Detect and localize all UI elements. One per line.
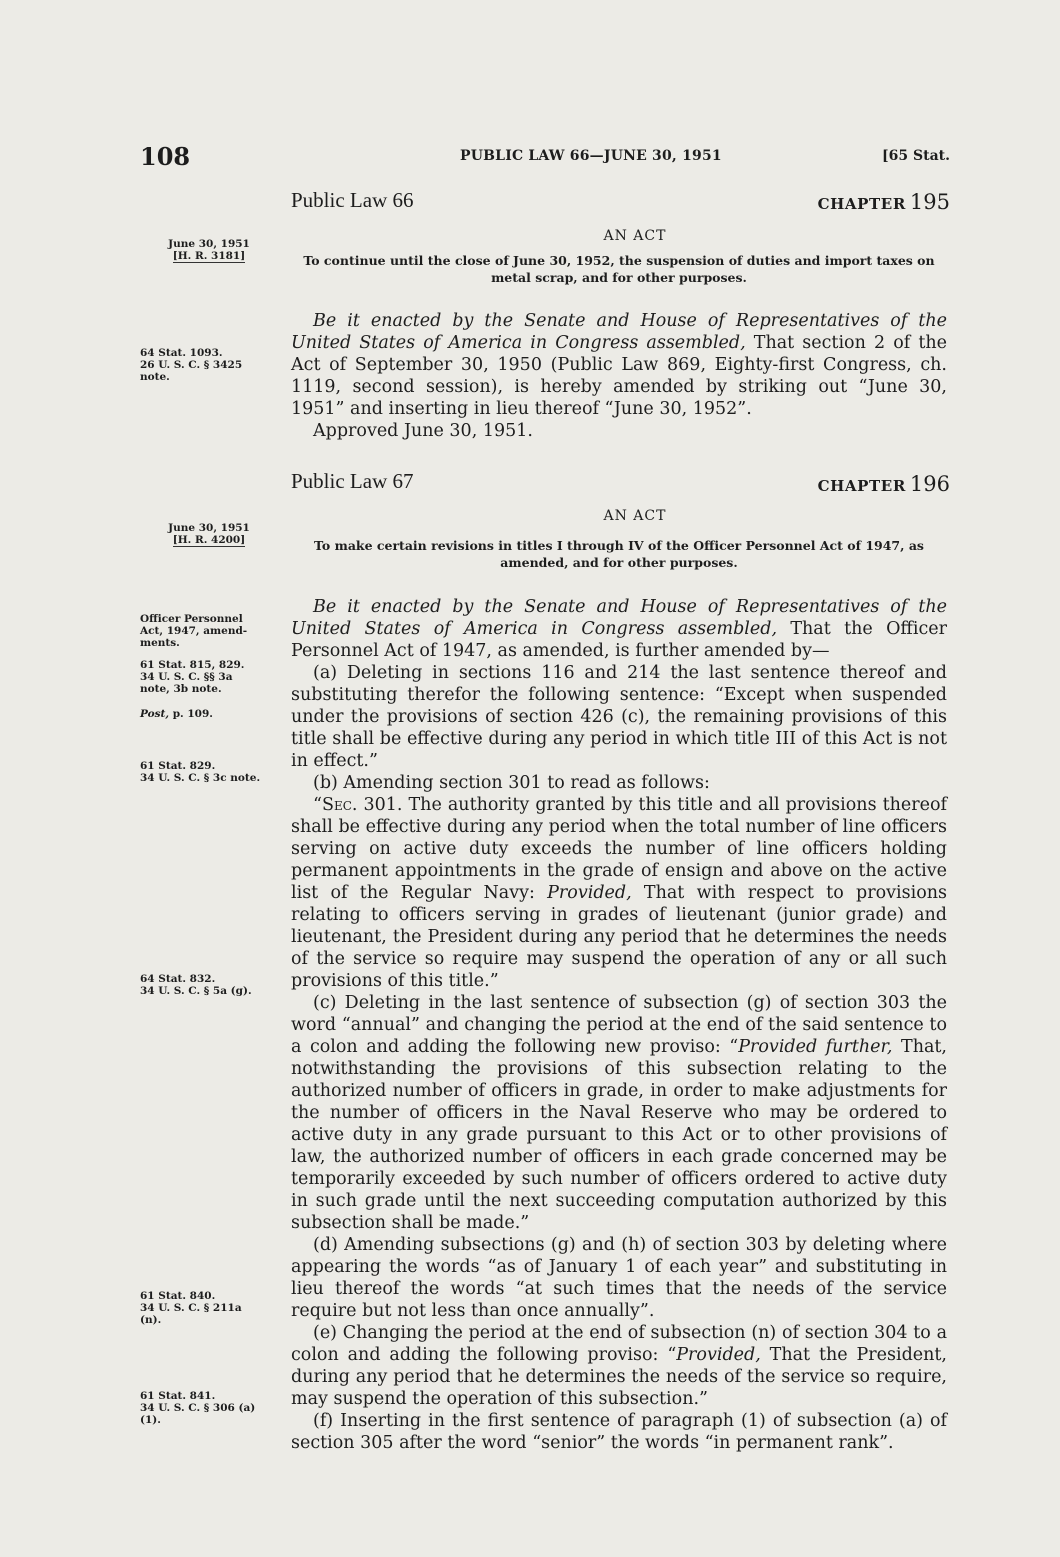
running-header — [140, 142, 950, 172]
law66-title: Public Law 66 — [291, 188, 414, 212]
margin-note-opa: Officer Personnel Act, 1947, amend- ments. — [140, 613, 248, 649]
law67-para-a: (a) Deleting in sections 116 and 214 the last sentence thereof and substituting therefor the following sentence: “Except when suspended under the provisions of section 426 (c), the remaining provisions of this title shall be effective during any period in which title III of this Act is not in effect.” — [291, 663, 947, 771]
law67-an-act: AN ACT — [603, 508, 667, 524]
law66-chapter: CHAPTER 195 — [817, 190, 950, 214]
law67-para-d: (d) Amending subsections (g) and (h) of section 303 by deleting where appearing the words “as of January 1 of each year” and substituting in lieu thereof the words “at such times that the needs of the service require but not less than once annually”. — [291, 1235, 947, 1321]
law67-enacting-clause: Be it enacted by the Senate and House of Representatives of the United States of America in Congress assembled, That the Officer Personnel Act of 1947, as amended, is further amended by— — [291, 597, 947, 661]
law67-para-b: (b) Amending section 301 to read as follows: — [313, 773, 710, 793]
margin-note-e: 61 Stat. 840. 34 U. S. C. § 211a (n). — [140, 1290, 242, 1326]
page-number: 108 — [140, 142, 191, 171]
margin-note-post: Post, p. 109. — [140, 708, 213, 720]
law67-body — [291, 596, 947, 1454]
law66-an-act: AN ACT — [603, 228, 667, 244]
law66-purpose: To continue until the close of June 30, 1952, the suspension of duties and import taxes on metal scrap, and for other purposes. — [303, 253, 935, 285]
law67-chapter: CHAPTER 196 — [817, 472, 950, 496]
margin-note-c: 64 Stat. 832. 34 U. S. C. § 5a (g). — [140, 973, 252, 997]
stat-reference: [65 Stat. — [882, 148, 950, 164]
law67-purpose: To make certain revisions in titles I through IV of the Officer Personnel Act of 1947, as amended, and for other purposes. — [314, 538, 924, 570]
law67-para-c: (c) Deleting in the last sentence of subsection (g) of section 303 the word “annual” and changing the period at the end of the said sentence to a colon and adding the following new proviso: “Provided further, That, notwithstanding the provisions of this subsection relating to the authorized number of officers in grade, in order to make adjustments for the number of officers in the Naval Reserve who may be ordered to active duty in any grade pursuant to this Act or to other provisions of law, the authorized number of officers in each grade concerned may be temporarily exceeded by such number of officers ordered to active duty in such grade until the next succeeding computation authorized by this subsection shall be made.” — [291, 993, 947, 1233]
margin-note-f: 61 Stat. 841. 34 U. S. C. § 306 (a) (1). — [140, 1390, 256, 1426]
header-title: PUBLIC LAW 66—JUNE 30, 1951 — [460, 148, 722, 164]
law67-sec-301: “Sec. 301. The authority granted by this title and all provisions thereof shall be effective during any period when the total number of line officers serving on active duty exceeds the number of line officers holding permanent appointments in the grade of ensign and above on the active list of the Regular Navy: Provided, That with respect to provisions relating to officers serving in grades of lieutenant (junior grade) and lieutenant, the President during any period that he determines the needs of the service so require may suspend the operation of any or all such provisions of this title.” — [291, 795, 947, 991]
law67-title: Public Law 67 — [291, 469, 414, 493]
margin-note-a: 61 Stat. 815, 829. 34 U. S. C. §§ 3a note, 3b note. — [140, 659, 245, 695]
law66-enacting-clause: Be it enacted by the Senate and House of Representatives of the United States of America in Congress assembled, That section 2 of the Act of September 30, 1950 (Public Law 869, Eighty-first Congress, ch. 1119, second session), is hereby amended by striking out “June 30, 1951” and inserting in lieu thereof “June 30, 1952”. Approved June 30, 1951. — [291, 311, 947, 441]
law66-margin-date: June 30, 1951 [H. R. 3181] — [168, 238, 250, 262]
law67-para-f: (f) Inserting in the first sentence of paragraph (1) of subsection (a) of section 305 after the word “senior” the words “in permanent rank”. — [291, 1411, 947, 1453]
law66-margin-citation: 64 Stat. 1093. 26 U. S. C. § 3425 note. — [140, 347, 243, 383]
law66-approved: Approved June 30, 1951. — [313, 421, 533, 441]
law67-para-e: (e) Changing the period at the end of subsection (n) of section 304 to a colon and adding the following proviso: “Provided, That the President, during any period that he determines the needs of the service so require, may suspend the operation of this subsection.” — [291, 1323, 947, 1409]
law67-margin-date: June 30, 1951 [H. R. 4200] — [168, 522, 250, 546]
margin-note-b: 61 Stat. 829. 34 U. S. C. § 3c note. — [140, 760, 261, 784]
